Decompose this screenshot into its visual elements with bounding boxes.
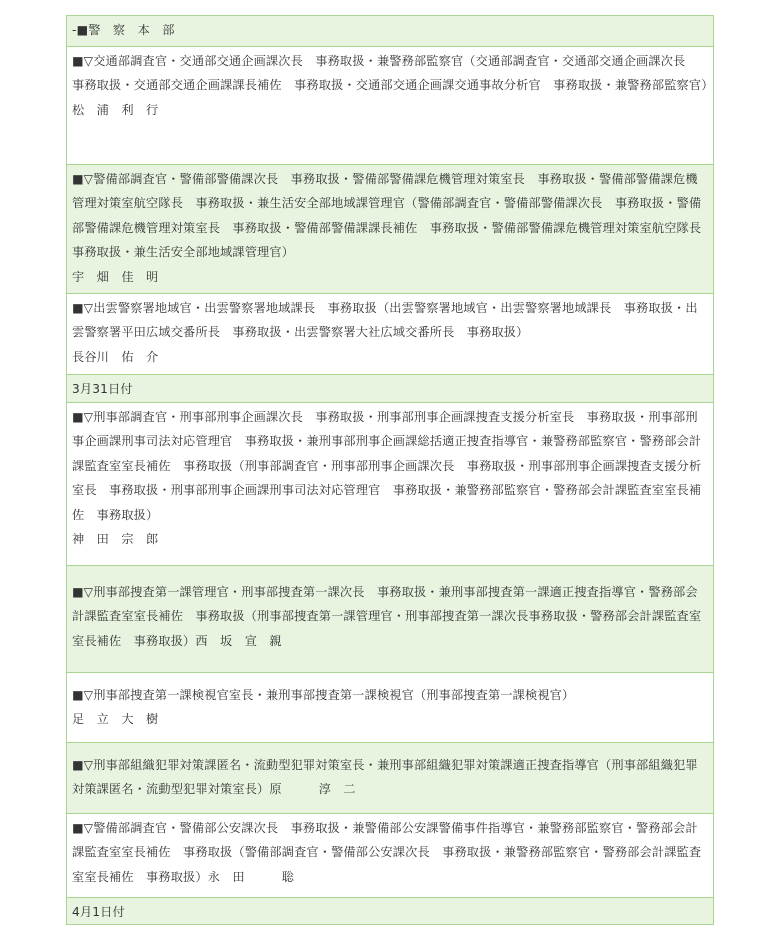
- entry-person-name: 長谷川 佑 介: [72, 349, 159, 364]
- entry-text: ■▽警備部調査官・警備部公安課次長 事務取扱・兼警備部公安課警備事件指導官・兼警務部監察官・警務部会計課監査室室長補佐 事務取扱（警備部調査官・警備部公安課次長 事務取扱・兼警務部監察官・警務部会計課監査室室長補佐 事務取扱）永 田 聡: [72, 820, 702, 884]
- entry-person-name: 神 田 宗 郎: [72, 532, 159, 546]
- entry-text: ■▽刑事部捜査第一課管理官・刑事部捜査第一課次長 事務取扱・兼刑事部捜査第一課適正捜査指導官・警務部会計課監査室室長補佐 事務取扱（刑事部捜査第一課管理官・刑事部捜査第一課次長事務取扱・警務部会計課監査室室長補佐 事務取扱）西 坂 宣 親: [72, 584, 702, 648]
- date-header-row: [66, 375, 714, 403]
- personnel-entry-row: [66, 165, 714, 294]
- entry-text: ■▽出雲警察署地域官・出雲警察署地域課長 事務取扱（出雲警察署地域官・出雲警察署地域課長 事務取扱・出雲警察署平田広域交番所長 事務取扱・出雲警察署大社広域交番所長 事務取扱）: [72, 300, 698, 339]
- personnel-entry-row: [66, 294, 714, 375]
- date-header-text: 4月1日付: [72, 904, 125, 919]
- personnel-entry-row: [66, 47, 714, 165]
- personnel-entry-row: [66, 743, 714, 814]
- entry-text: ■▽警備部調査官・警備部警備課次長 事務取扱・警備部警備課危機管理対策室長 事務取扱・警備部警備課危機管理対策室航空隊長 事務取扱・兼生活安全部地域課管理官（警備部調査官・警備部警備課次長 事務取扱・警備部警備課危機管理対策室長 事務取扱・警備部警備課課長補佐 事務取扱・警備部警備課危機管理対策室航空隊長 事務取扱・兼生活安全部地域課管理官）: [72, 171, 714, 259]
- entry-text: ■▽刑事部調査官・刑事部刑事企画課次長 事務取扱・刑事部刑事企画課捜査支援分析室長 事務取扱・刑事部刑事企画課刑事司法対応管理官 事務取扱・兼刑事部刑事企画課総括適正捜査指導官・兼警務部監察官・警務部会計課監査室室長補佐 事務取扱（刑事部調査官・刑事部刑事企画課次長 事務取扱・刑事部刑事企画課捜査支援分析室長 事務取扱・刑事部刑事企画課刑事司法対応管理官 事務取扱・兼警務部監察官・警務部会計課監査室室長補佐 事務取扱）: [72, 409, 702, 522]
- date-header-row: [66, 898, 714, 925]
- entry-text: ■▽交通部調査官・交通部交通企画課次長 事務取扱・兼警務部監察官（交通部調査官・交通部交通企画課次長 事務取扱・交通部交通企画課課長補佐 事務取扱・交通部交通企画課交通事故分析官 事務取扱・兼警務部監察官）松 浦 利 行: [72, 53, 708, 117]
- personnel-entry-row: [66, 673, 714, 743]
- section-header-text: -■警 察 本 部: [72, 23, 175, 37]
- entry-person-name: 足 立 大 樹: [72, 712, 159, 726]
- personnel-entry-row: [66, 403, 714, 566]
- entry-text: ■▽刑事部組織犯罪対策課匿名・流動型犯罪対策室長・兼刑事部組織犯罪対策課適正捜査指導官（刑事部組織犯罪対策課匿名・流動型犯罪対策室長）原 淳 二: [72, 757, 698, 796]
- personnel-table: [66, 15, 714, 925]
- entry-person-name: 宇 畑 佳 明: [72, 269, 159, 284]
- personnel-entry-row: [66, 566, 714, 673]
- section-header-row: [66, 16, 714, 47]
- personnel-entry-row: [66, 814, 714, 898]
- date-header-text: 3月31日付: [72, 381, 133, 396]
- entry-text: ■▽刑事部捜査第一課検視官室長・兼刑事部捜査第一課検視官（刑事部捜査第一課検視官）: [72, 687, 575, 702]
